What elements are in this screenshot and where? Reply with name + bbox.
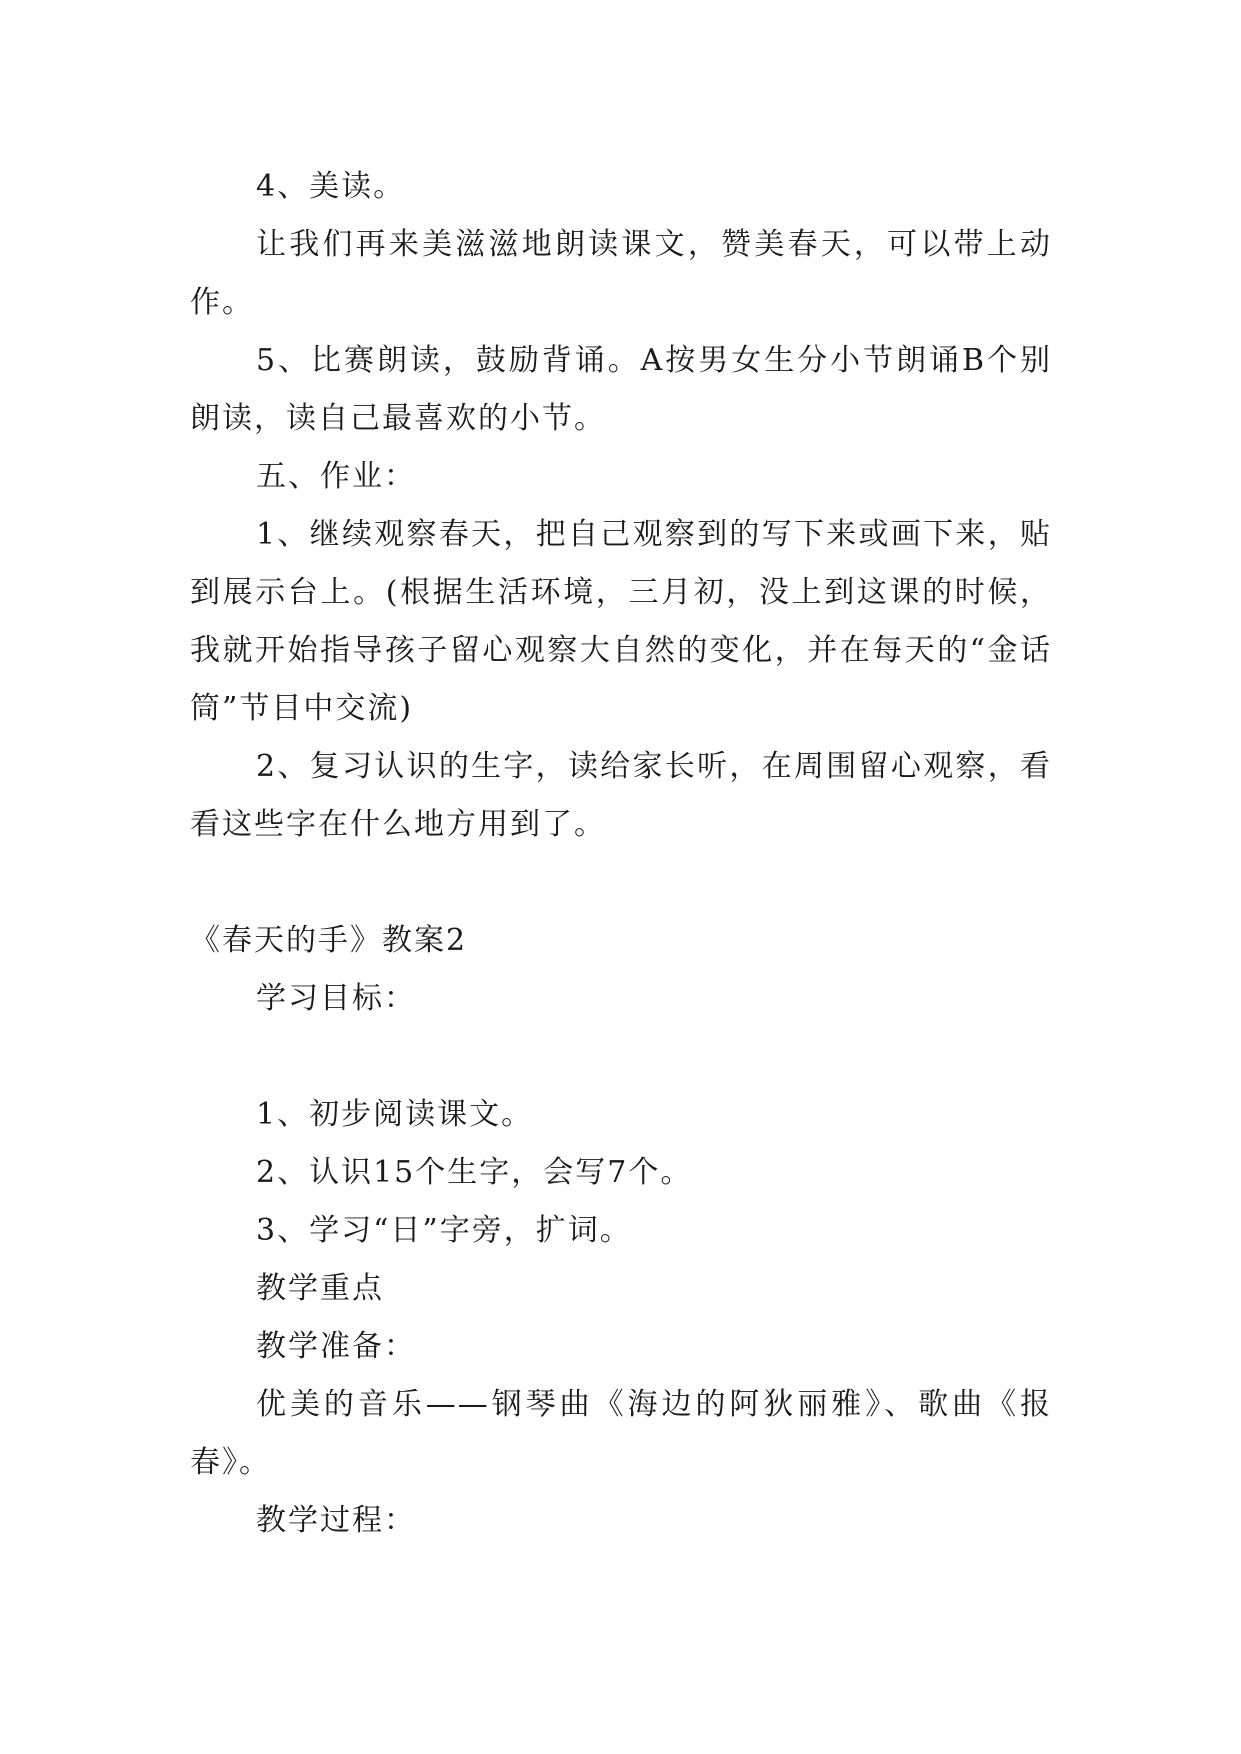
paragraph: 4、美读。 <box>256 169 406 204</box>
goal-item: 2、认识15个生字，会写7个。 <box>256 1155 693 1190</box>
goal-item: 1、初步阅读课文。 <box>256 1097 534 1132</box>
text-column <box>190 158 1052 1550</box>
paragraph: 让我们再来美滋滋地朗读课文，赞美春天，可以带上动作。 <box>190 227 1052 320</box>
goal-item: 3、学习“日”字旁，扩词。 <box>256 1213 632 1248</box>
paragraph: 1、继续观察春天，把自己观察到的写下来或画下来，贴到展示台上。(根据生活环境，三月初，没上到这课的时候，我就开始指导孩子留心观察大自然的变化，并在每天的“金话筒”节目中交流) <box>190 517 1052 726</box>
prep-text: 优美的音乐——钢琴曲《海边的阿狄丽雅》、歌曲《报春》。 <box>190 1387 1052 1480</box>
prep-label: 教学准备： <box>256 1329 416 1364</box>
process-label: 教学过程： <box>256 1503 416 1538</box>
goals-label: 学习目标： <box>256 981 416 1016</box>
paragraph: 5、比赛朗读，鼓励背诵。A按男女生分小节朗诵B个别朗读，读自己最喜欢的小节。 <box>190 343 1052 436</box>
paragraph: 2、复习认识的生字，读给家长听，在周围留心观察，看看这些字在什么地方用到了。 <box>190 749 1052 842</box>
focus-label: 教学重点 <box>256 1271 384 1306</box>
paragraph: 五、作业： <box>256 459 416 494</box>
section-title: 《春天的手》教案2 <box>190 923 468 958</box>
